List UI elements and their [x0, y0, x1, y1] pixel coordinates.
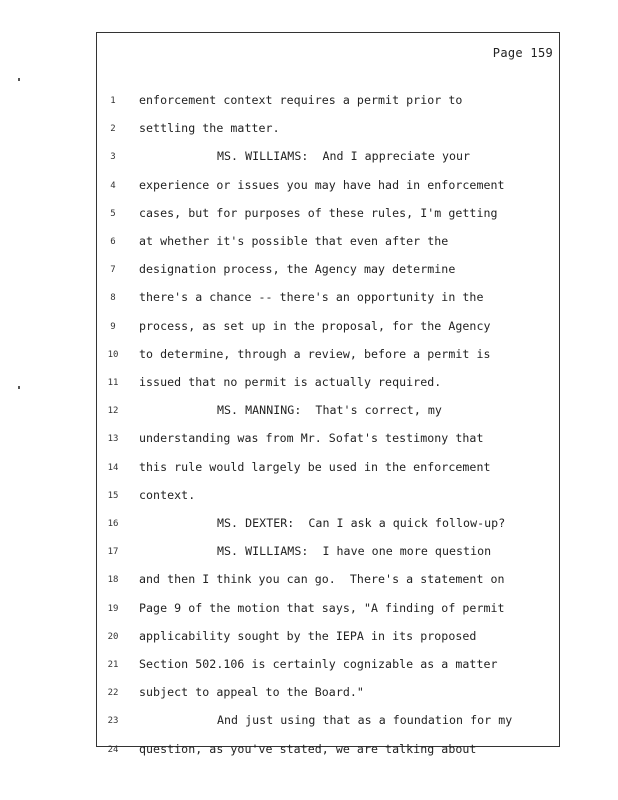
line-number: 4 [110, 180, 116, 191]
transcript-line [97, 629, 559, 657]
line-number: 10 [107, 349, 119, 360]
scan-mark [18, 386, 20, 389]
line-number: 12 [107, 406, 119, 417]
line-text: to determine, through a review, before a permit is [139, 346, 491, 361]
transcript-line [97, 431, 559, 459]
line-number: 7 [110, 265, 116, 276]
line-text: cases, but for purposes of these rules, I'm getting [139, 205, 498, 220]
transcript-line [97, 262, 559, 290]
transcript-line [97, 742, 559, 770]
page-number: Page 159 [492, 46, 553, 60]
line-text: understanding was from Mr. Sofat's testimony that [139, 431, 484, 446]
line-number: 16 [107, 519, 119, 529]
line-number: 19 [107, 603, 119, 614]
line-number: 24 [107, 744, 119, 755]
line-text: enforcement context requires a permit prior to [139, 93, 463, 107]
line-number: 6 [110, 237, 116, 247]
transcript-line [97, 403, 559, 431]
line-text: And just using that as a foundation for my [217, 713, 513, 728]
line-text: at whether it's possible that even after the [139, 234, 449, 248]
transcript-line [97, 234, 559, 262]
line-text: MS. WILLIAMS: I have one more question [217, 544, 492, 559]
line-number: 1 [110, 96, 116, 106]
line-number: 3 [110, 152, 116, 163]
transcript-line [97, 121, 559, 149]
scan-mark [18, 78, 20, 81]
line-number: 15 [107, 490, 119, 501]
line-text: Section 502.106 is certainly cognizable as a matter [139, 657, 498, 671]
transcript-line [97, 572, 559, 600]
line-number: 18 [107, 575, 119, 586]
transcript-line [97, 178, 559, 206]
line-text: this rule would largely be used in the enforcement [139, 459, 491, 474]
line-number: 9 [110, 321, 116, 332]
line-text: designation process, the Agency may determine [139, 262, 456, 277]
line-text: MS. MANNING: That's correct, my [217, 403, 442, 418]
transcript-line [97, 347, 559, 375]
line-number: 23 [107, 716, 119, 727]
line-text: process, as set up in the proposal, for the Agency [139, 318, 491, 333]
line-number: 8 [110, 293, 116, 304]
transcript-line [97, 516, 559, 544]
line-text: MS. DEXTER: Can I ask a quick follow-up? [217, 516, 506, 530]
line-text: there's a chance -- there's an opportunity in the [139, 290, 484, 305]
transcript-line [97, 149, 559, 177]
line-text: MS. WILLIAMS: And I appreciate your [217, 149, 471, 164]
transcript-line [97, 290, 559, 318]
transcript-line [97, 488, 559, 516]
transcript-page [96, 32, 560, 756]
line-text: context. [139, 487, 196, 502]
transcript-line [97, 319, 559, 347]
line-text: Page 9 of the motion that says, "A finding of permit [139, 600, 505, 615]
line-number: 14 [107, 462, 119, 473]
transcript-line [97, 93, 559, 121]
line-text: experience or issues you may have had in enforcement [139, 177, 505, 192]
line-text: and then I think you can go. There's a statement on [139, 572, 505, 587]
transcript-line [97, 206, 559, 234]
line-text: issued that no permit is actually required. [139, 375, 442, 389]
line-number: 22 [107, 688, 119, 699]
line-number: 11 [107, 378, 119, 388]
line-number: 20 [107, 631, 119, 642]
line-number: 17 [107, 547, 119, 558]
transcript-line [97, 657, 559, 685]
line-text: settling the matter. [139, 121, 280, 136]
transcript-line [97, 375, 559, 403]
line-number: 21 [107, 660, 119, 670]
transcript-line [97, 460, 559, 488]
transcript-line [97, 601, 559, 629]
line-text: question, as you've stated, we are talking about [139, 741, 477, 756]
line-number: 13 [107, 434, 119, 445]
transcript-line [97, 544, 559, 572]
transcript-line [97, 685, 559, 713]
line-text: applicability sought by the IEPA in its proposed [139, 628, 477, 643]
line-number: 5 [110, 208, 116, 219]
line-text: subject to appeal to the Board." [139, 685, 364, 700]
transcript-line [97, 713, 559, 741]
line-number: 2 [110, 124, 116, 135]
